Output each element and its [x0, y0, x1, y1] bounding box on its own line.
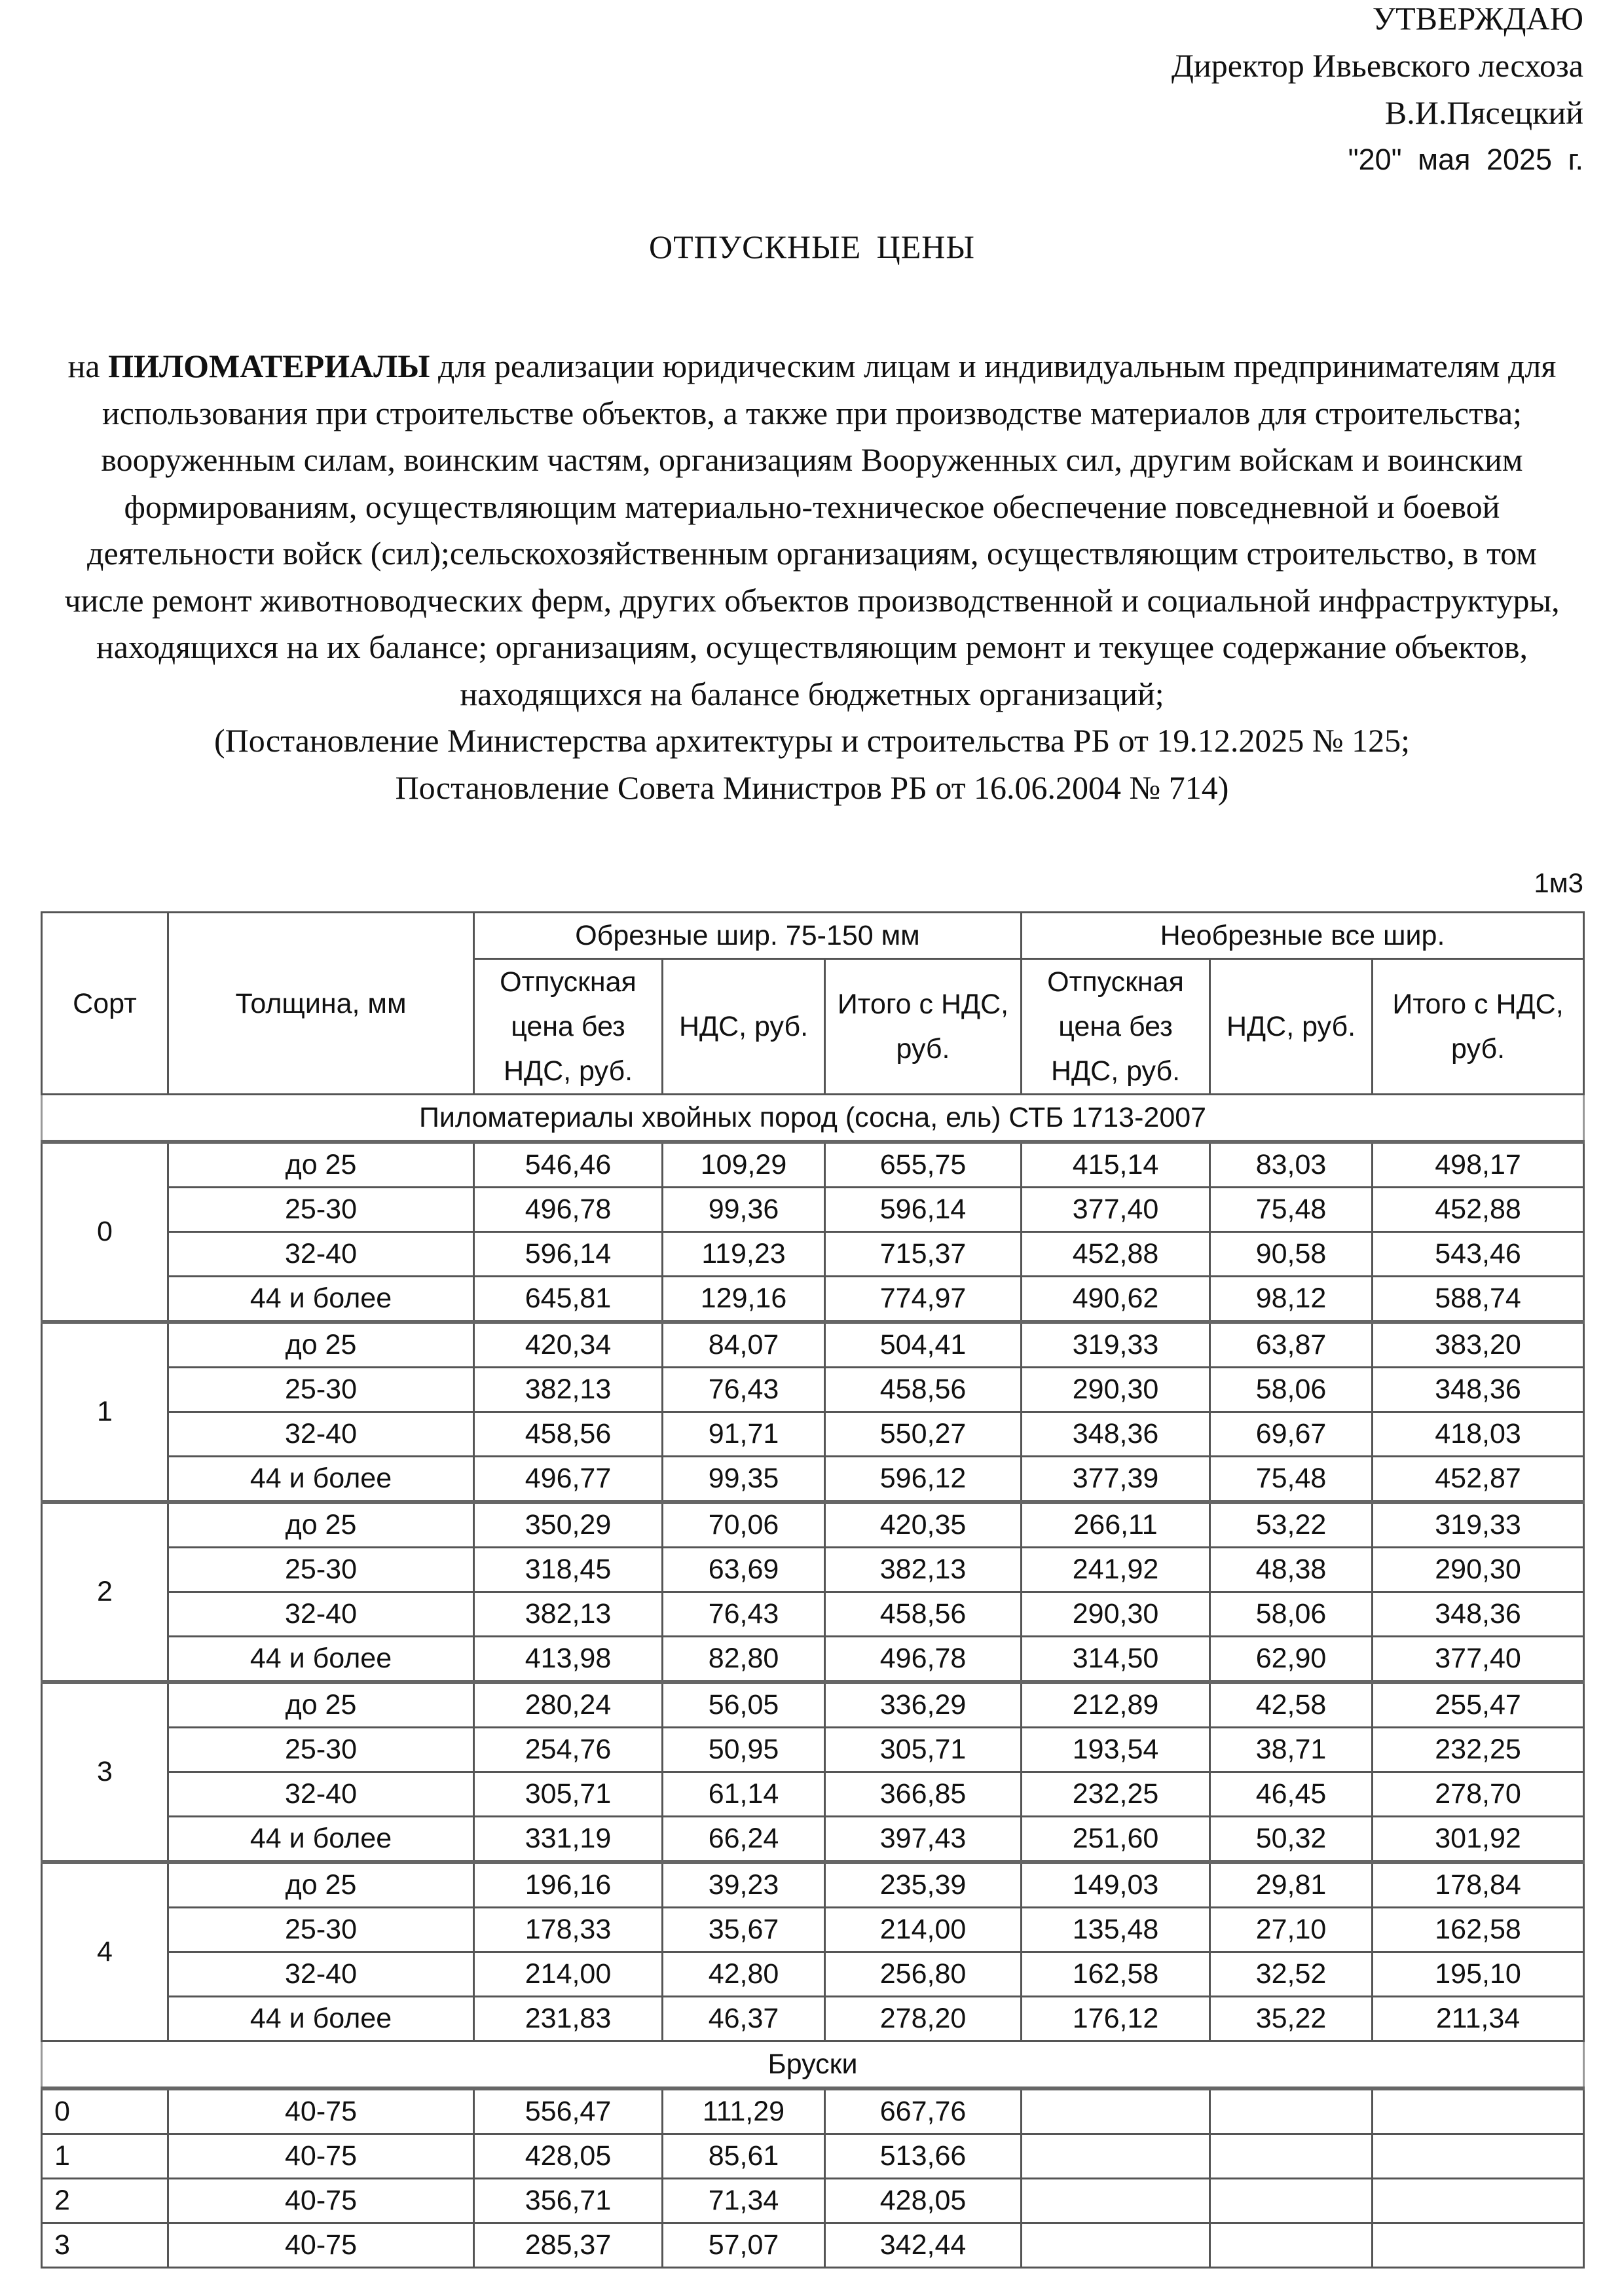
cell-thickness: 32-40 [168, 1952, 474, 1997]
cell-edged-total: 278,20 [825, 1997, 1022, 2041]
cell-unedged-price: 176,12 [1022, 1997, 1210, 2041]
cell-edged-total: 655,75 [825, 1142, 1022, 1188]
cell-edged-vat: 39,23 [663, 1862, 825, 1908]
cell-edged-total: 550,27 [825, 1412, 1022, 1457]
cell-edged-price: 331,19 [474, 1817, 663, 1863]
cell-edged-price: 382,13 [474, 1592, 663, 1637]
cell-thickness: 40-75 [168, 2223, 474, 2268]
cell-unedged-vat: 63,87 [1210, 1322, 1373, 1368]
section-row [42, 1095, 1584, 1142]
cell-edged-vat: 50,95 [663, 1728, 825, 1772]
cell-edged-total: 342,44 [825, 2223, 1022, 2268]
cell-edged-vat: 82,80 [663, 1637, 825, 1683]
cell-edged-vat: 99,36 [663, 1188, 825, 1232]
cell-edged-total: 420,35 [825, 1502, 1022, 1548]
header-unedged-price: Отпускная цена без НДС, руб. [1022, 959, 1210, 1095]
cell-unedged-price: 251,60 [1022, 1817, 1210, 1863]
cell-unedged-price: 290,30 [1022, 1592, 1210, 1637]
table-row [42, 1862, 1584, 1908]
cell-edged-vat: 42,80 [663, 1952, 825, 1997]
cell-empty [1210, 2223, 1373, 2268]
cell-edged-price: 305,71 [474, 1772, 663, 1817]
cell-thickness: до 25 [168, 1682, 474, 1728]
intro-paragraph [46, 343, 1578, 811]
cell-unedged-total: 418,03 [1373, 1412, 1584, 1457]
cell-empty [1022, 2088, 1210, 2134]
cell-edged-total: 235,39 [825, 1862, 1022, 1908]
cell-edged-price: 496,78 [474, 1188, 663, 1232]
cell-thickness: 44 и более [168, 1457, 474, 1503]
table-row [42, 1772, 1584, 1817]
cell-edged-total: 496,78 [825, 1637, 1022, 1683]
table-row [42, 1457, 1584, 1503]
cell-edged-vat: 71,34 [663, 2179, 825, 2223]
cell-empty [1210, 2134, 1373, 2179]
cell-unedged-price: 135,48 [1022, 1908, 1210, 1952]
cell-edged-vat: 119,23 [663, 1232, 825, 1277]
cell-edged-total: 504,41 [825, 1322, 1022, 1368]
table-row [42, 2179, 1584, 2223]
cell-edged-vat: 85,61 [663, 2134, 825, 2179]
cell-sort: 1 [42, 1322, 168, 1502]
cell-thickness: 44 и более [168, 1277, 474, 1322]
cell-edged-price: 382,13 [474, 1368, 663, 1412]
document-title: ОТПУСКНЫЕ ЦЕНЫ [649, 228, 975, 265]
cell-thickness: 32-40 [168, 1592, 474, 1637]
cell-unedged-price: 319,33 [1022, 1322, 1210, 1368]
cell-edged-vat: 91,71 [663, 1412, 825, 1457]
cell-unedged-vat: 27,10 [1210, 1908, 1373, 1952]
cell-edged-total: 715,37 [825, 1232, 1022, 1277]
cell-unedged-vat: 48,38 [1210, 1548, 1373, 1592]
cell-edged-total: 336,29 [825, 1682, 1022, 1728]
table-row [42, 1592, 1584, 1637]
cell-unedged-vat: 46,45 [1210, 1772, 1373, 1817]
cell-unedged-vat: 53,22 [1210, 1502, 1373, 1548]
cell-unedged-vat: 75,48 [1210, 1188, 1373, 1232]
cell-unedged-price: 266,11 [1022, 1502, 1210, 1548]
cell-unedged-total: 162,58 [1373, 1908, 1584, 1952]
section-title: Бруски [42, 2041, 1584, 2089]
cell-thickness: 25-30 [168, 1368, 474, 1412]
table-row [42, 1637, 1584, 1683]
cell-empty [1373, 2179, 1584, 2223]
approval-block [1172, 0, 1583, 183]
table-row [42, 1142, 1584, 1188]
section-row [42, 2041, 1584, 2089]
cell-unedged-price: 241,92 [1022, 1548, 1210, 1592]
header-unedged-total: Итого с НДС, руб. [1373, 959, 1584, 1095]
cell-edged-price: 285,37 [474, 2223, 663, 2268]
cell-unedged-total: 588,74 [1373, 1277, 1584, 1322]
cell-edged-total: 458,56 [825, 1368, 1022, 1412]
cell-thickness: до 25 [168, 1142, 474, 1188]
cell-unedged-total: 178,84 [1373, 1862, 1584, 1908]
cell-unedged-price: 377,40 [1022, 1188, 1210, 1232]
cell-edged-price: 496,77 [474, 1457, 663, 1503]
cell-unedged-total: 543,46 [1373, 1232, 1584, 1277]
cell-edged-vat: 57,07 [663, 2223, 825, 2268]
table-body [42, 1095, 1584, 2268]
cell-unedged-vat: 75,48 [1210, 1457, 1373, 1503]
table-row [42, 1322, 1584, 1368]
cell-unedged-total: 278,70 [1373, 1772, 1584, 1817]
intro-reference-1: (Постановление Министерства архитектуры и строительства РБ от 19.12.2025 № 125; [214, 722, 1410, 759]
cell-edged-price: 556,47 [474, 2088, 663, 2134]
cell-thickness: 25-30 [168, 1908, 474, 1952]
table-row [42, 2223, 1584, 2268]
cell-sort: 3 [42, 1682, 168, 1862]
cell-edged-price: 645,81 [474, 1277, 663, 1322]
cell-edged-price: 428,05 [474, 2134, 663, 2179]
cell-unedged-price: 314,50 [1022, 1637, 1210, 1683]
unit-label: 1м3 [1534, 867, 1583, 898]
cell-edged-price: 178,33 [474, 1908, 663, 1952]
table-row [42, 1548, 1584, 1592]
cell-sort: 0 [42, 2088, 168, 2134]
cell-empty [1210, 2179, 1373, 2223]
cell-edged-total: 305,71 [825, 1728, 1022, 1772]
cell-thickness: до 25 [168, 1862, 474, 1908]
approval-date: "20" мая 2025 г. [1348, 143, 1583, 176]
cell-edged-price: 280,24 [474, 1682, 663, 1728]
cell-edged-total: 513,66 [825, 2134, 1022, 2179]
cell-empty [1022, 2223, 1210, 2268]
cell-edged-total: 428,05 [825, 2179, 1022, 2223]
cell-edged-price: 596,14 [474, 1232, 663, 1277]
header-sort: Сорт [42, 913, 168, 1095]
cell-unedged-price: 193,54 [1022, 1728, 1210, 1772]
cell-unedged-total: 195,10 [1373, 1952, 1584, 1997]
cell-unedged-price: 162,58 [1022, 1952, 1210, 1997]
header-edged-price: Отпускная цена без НДС, руб. [474, 959, 663, 1095]
cell-edged-total: 256,80 [825, 1952, 1022, 1997]
cell-thickness: 44 и более [168, 1817, 474, 1863]
table-row [42, 1502, 1584, 1548]
cell-edged-vat: 84,07 [663, 1322, 825, 1368]
table-row [42, 1728, 1584, 1772]
cell-edged-vat: 111,29 [663, 2088, 825, 2134]
cell-thickness: 40-75 [168, 2088, 474, 2134]
cell-empty [1373, 2223, 1584, 2268]
cell-edged-total: 397,43 [825, 1817, 1022, 1863]
cell-unedged-price: 212,89 [1022, 1682, 1210, 1728]
intro-product: ПИЛОМАТЕРИАЛЫ [108, 348, 430, 384]
cell-edged-vat: 109,29 [663, 1142, 825, 1188]
header-edged: Обрезные шир. 75-150 мм [474, 913, 1022, 959]
cell-edged-vat: 46,37 [663, 1997, 825, 2041]
cell-unedged-total: 290,30 [1373, 1548, 1584, 1592]
cell-unedged-price: 490,62 [1022, 1277, 1210, 1322]
cell-unedged-price: 452,88 [1022, 1232, 1210, 1277]
cell-edged-vat: 76,43 [663, 1368, 825, 1412]
cell-empty [1373, 2134, 1584, 2179]
cell-unedged-total: 498,17 [1373, 1142, 1584, 1188]
header-thickness: Толщина, мм [168, 913, 474, 1095]
cell-sort: 4 [42, 1862, 168, 2041]
cell-edged-price: 356,71 [474, 2179, 663, 2223]
header-unedged-vat: НДС, руб. [1210, 959, 1373, 1095]
cell-sort: 3 [42, 2223, 168, 2268]
cell-edged-vat: 66,24 [663, 1817, 825, 1863]
cell-sort: 2 [42, 1502, 168, 1682]
cell-unedged-price: 377,39 [1022, 1457, 1210, 1503]
cell-unedged-total: 301,92 [1373, 1817, 1584, 1863]
cell-thickness: 32-40 [168, 1772, 474, 1817]
table-row [42, 1368, 1584, 1412]
section-title: Пиломатериалы хвойных пород (сосна, ель) СТБ 1713-2007 [42, 1095, 1584, 1142]
cell-edged-total: 382,13 [825, 1548, 1022, 1592]
cell-edged-price: 231,83 [474, 1997, 663, 2041]
approver-name: В.И.Пясецкий [1384, 94, 1583, 131]
cell-sort: 0 [42, 1142, 168, 1322]
cell-edged-vat: 129,16 [663, 1277, 825, 1322]
cell-edged-total: 214,00 [825, 1908, 1022, 1952]
cell-unedged-total: 319,33 [1373, 1502, 1584, 1548]
cell-unedged-price: 348,36 [1022, 1412, 1210, 1457]
cell-sort: 2 [42, 2179, 168, 2223]
approver-position: Директор Ивьевского лесхоза [1171, 47, 1583, 84]
cell-edged-total: 774,97 [825, 1277, 1022, 1322]
table-row [42, 2088, 1584, 2134]
cell-unedged-vat: 90,58 [1210, 1232, 1373, 1277]
cell-edged-vat: 99,35 [663, 1457, 825, 1503]
cell-edged-price: 413,98 [474, 1637, 663, 1683]
cell-unedged-price: 415,14 [1022, 1142, 1210, 1188]
cell-unedged-total: 255,47 [1373, 1682, 1584, 1728]
cell-unedged-vat: 42,58 [1210, 1682, 1373, 1728]
cell-edged-price: 420,34 [474, 1322, 663, 1368]
cell-unedged-vat: 83,03 [1210, 1142, 1373, 1188]
cell-sort: 1 [42, 2134, 168, 2179]
cell-edged-total: 596,14 [825, 1188, 1022, 1232]
cell-unedged-vat: 38,71 [1210, 1728, 1373, 1772]
cell-edged-vat: 76,43 [663, 1592, 825, 1637]
cell-unedged-vat: 50,32 [1210, 1817, 1373, 1863]
cell-thickness: 40-75 [168, 2134, 474, 2179]
table-row [42, 1682, 1584, 1728]
cell-edged-vat: 35,67 [663, 1908, 825, 1952]
cell-unedged-total: 383,20 [1373, 1322, 1584, 1368]
price-table [41, 911, 1585, 2269]
table-row [42, 1952, 1584, 1997]
cell-thickness: до 25 [168, 1502, 474, 1548]
cell-unedged-total: 211,34 [1373, 1997, 1584, 2041]
cell-unedged-price: 149,03 [1022, 1862, 1210, 1908]
cell-edged-total: 458,56 [825, 1592, 1022, 1637]
cell-edged-price: 196,16 [474, 1862, 663, 1908]
cell-thickness: 25-30 [168, 1188, 474, 1232]
header-edged-total: Итого с НДС, руб. [825, 959, 1022, 1095]
table-row [42, 1232, 1584, 1277]
table-row [42, 1817, 1584, 1863]
cell-edged-price: 546,46 [474, 1142, 663, 1188]
table-row [42, 1277, 1584, 1322]
table-row [42, 1908, 1584, 1952]
table-row [42, 2134, 1584, 2179]
cell-thickness: 25-30 [168, 1548, 474, 1592]
cell-empty [1022, 2134, 1210, 2179]
cell-unedged-total: 452,88 [1373, 1188, 1584, 1232]
cell-edged-price: 458,56 [474, 1412, 663, 1457]
cell-unedged-price: 290,30 [1022, 1368, 1210, 1412]
cell-thickness: 44 и более [168, 1997, 474, 2041]
table-row [42, 1412, 1584, 1457]
cell-unedged-vat: 29,81 [1210, 1862, 1373, 1908]
cell-unedged-vat: 69,67 [1210, 1412, 1373, 1457]
cell-unedged-total: 348,36 [1373, 1368, 1584, 1412]
cell-edged-total: 596,12 [825, 1457, 1022, 1503]
cell-unedged-vat: 62,90 [1210, 1637, 1373, 1683]
cell-thickness: 44 и более [168, 1637, 474, 1683]
header-edged-vat: НДС, руб. [663, 959, 825, 1095]
header-unedged: Необрезные все шир. [1022, 913, 1584, 959]
table-row [42, 1997, 1584, 2041]
cell-unedged-total: 232,25 [1373, 1728, 1584, 1772]
cell-edged-vat: 61,14 [663, 1772, 825, 1817]
cell-unedged-price: 232,25 [1022, 1772, 1210, 1817]
cell-unedged-vat: 58,06 [1210, 1368, 1373, 1412]
cell-edged-price: 214,00 [474, 1952, 663, 1997]
cell-empty [1022, 2179, 1210, 2223]
cell-edged-total: 667,76 [825, 2088, 1022, 2134]
cell-unedged-total: 348,36 [1373, 1592, 1584, 1637]
cell-edged-total: 366,85 [825, 1772, 1022, 1817]
cell-empty [1373, 2088, 1584, 2134]
cell-thickness: 40-75 [168, 2179, 474, 2223]
cell-thickness: до 25 [168, 1322, 474, 1368]
intro-body: для реализации юридическим лицам и индивидуальным предпринимателям для использования при строительстве объектов, а также при производстве материалов для строительства; вооруженным силам, воинским частям, организациям Вооруженных сил, другим войскам и воинским формированиям, осуществляющим материально-техническое обеспечение повседневной и боевой деятельности войск (сил);сельскохозяйственным организациям, осуществляющим строительство, в том числе ремонт животноводческих ферм, других объектов производственной и социальной инфраструктуры, находящихся на их балансе; организациям, осуществляющим ремонт и текущее содержание объектов, находящихся на балансе бюджетных организаций; [64, 348, 1560, 712]
cell-empty [1210, 2088, 1373, 2134]
table-row [42, 1188, 1584, 1232]
cell-unedged-vat: 35,22 [1210, 1997, 1373, 2041]
cell-edged-vat: 56,05 [663, 1682, 825, 1728]
cell-thickness: 25-30 [168, 1728, 474, 1772]
cell-edged-vat: 70,06 [663, 1502, 825, 1548]
cell-edged-price: 318,45 [474, 1548, 663, 1592]
intro-reference-2: Постановление Совета Министров РБ от 16.06.2004 № 714) [395, 769, 1229, 806]
cell-edged-vat: 63,69 [663, 1548, 825, 1592]
cell-thickness: 32-40 [168, 1412, 474, 1457]
approval-label: УТВЕРЖДАЮ [1372, 0, 1583, 37]
cell-unedged-vat: 98,12 [1210, 1277, 1373, 1322]
cell-unedged-total: 452,87 [1373, 1457, 1584, 1503]
cell-edged-price: 350,29 [474, 1502, 663, 1548]
cell-unedged-total: 377,40 [1373, 1637, 1584, 1683]
cell-thickness: 32-40 [168, 1232, 474, 1277]
cell-unedged-vat: 32,52 [1210, 1952, 1373, 1997]
cell-unedged-vat: 58,06 [1210, 1592, 1373, 1637]
intro-prefix: на [67, 348, 100, 384]
cell-edged-price: 254,76 [474, 1728, 663, 1772]
